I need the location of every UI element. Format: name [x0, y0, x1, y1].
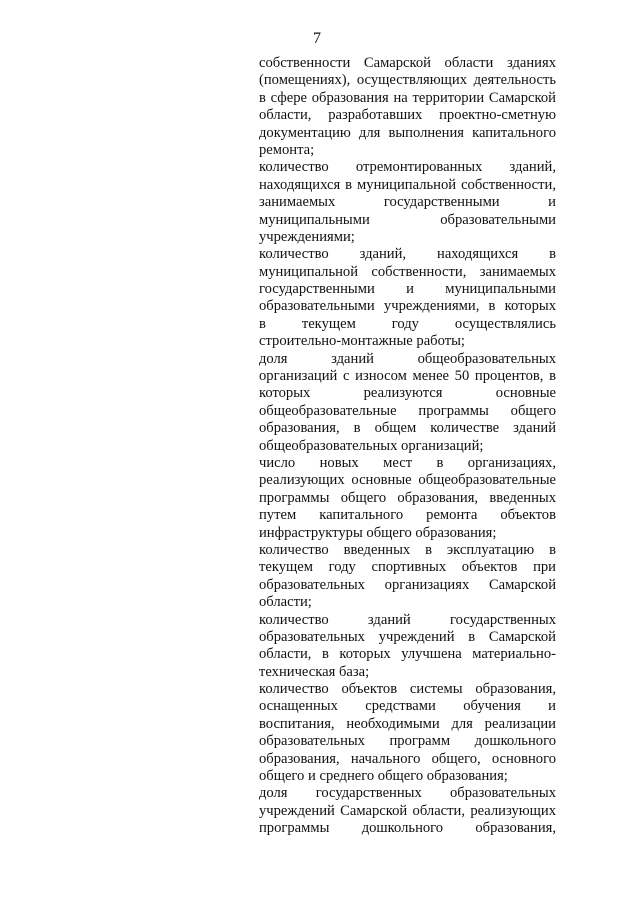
text-line: общеобразовательных организаций;: [259, 437, 484, 454]
text-line: доля государственных образовательных: [259, 785, 556, 802]
text-line: программы дошкольного образования,: [259, 820, 556, 837]
text-line: доля зданий общеобразовательных: [259, 350, 556, 367]
text-line: (помещениях), осуществляющих деятельность: [259, 72, 556, 89]
text-line: образовательных программ дошкольного: [259, 733, 556, 750]
text-line: образовательных учреждений в Самарской: [259, 628, 556, 645]
text-line: воспитания, необходимыми для реализации: [259, 715, 556, 732]
text-line: строительно-монтажные работы;: [259, 333, 465, 350]
text-line: образования, начального общего, основного: [259, 750, 556, 767]
text-line: техническая база;: [259, 663, 370, 680]
text-line: области;: [259, 594, 312, 611]
text-line: учреждениями;: [259, 228, 355, 245]
text-line: занимаемых государственными и: [259, 194, 556, 211]
text-line: ремонта;: [259, 141, 315, 158]
text-line: образовательных организациях Самарской: [259, 576, 556, 593]
text-line: муниципальной собственности, занимаемых: [259, 263, 556, 280]
text-line: организаций с износом менее 50 процентов, в: [259, 368, 556, 385]
text-line: которых реализуются основные: [259, 385, 556, 402]
text-line: инфраструктуры общего образования;: [259, 524, 497, 541]
text-line: муниципальными образовательными: [259, 211, 556, 228]
text-line: количество зданий государственных: [259, 611, 556, 628]
text-line: оснащенных средствами обучения и: [259, 698, 556, 715]
page-number: 7: [313, 30, 321, 47]
text-line: образования, в общем количестве зданий: [259, 420, 556, 437]
text-line: области, в которых улучшена материально-: [259, 646, 556, 663]
text-line: число новых мест в организациях,: [259, 454, 556, 471]
text-line: общего и среднего общего образования;: [259, 768, 508, 785]
text-line: реализующих основные общеобразовательные: [259, 472, 556, 489]
text-line: находящихся в муниципальной собственности,: [259, 176, 556, 193]
text-line: собственности Самарской области зданиях: [259, 55, 556, 71]
text-line: области, разработавших проектно-сметную: [259, 107, 556, 124]
text-line: общеобразовательные программы общего: [259, 402, 556, 419]
text-line: количество объектов системы образования,: [259, 681, 556, 698]
text-line: в сфере образования на территории Самарской: [259, 89, 556, 106]
text-line: программы общего образования, введенных: [259, 489, 556, 506]
text-line: учреждений Самарской области, реализующих: [259, 802, 556, 819]
text-line: путем капитального ремонта объектов: [259, 507, 556, 524]
text-line: образовательными учреждениями, в которых: [259, 298, 556, 315]
text-line: количество введенных в эксплуатацию в: [259, 541, 556, 558]
text-line: количество зданий, находящихся в: [259, 246, 556, 263]
text-line: текущем году спортивных объектов при: [259, 559, 556, 576]
text-line: количество отремонтированных зданий,: [259, 159, 556, 176]
text-line: документацию для выполнения капитального: [259, 124, 556, 141]
document-text-column: [259, 55, 556, 838]
text-line: государственными и муниципальными: [259, 281, 556, 298]
text-line: в текущем году осуществлялись: [259, 315, 556, 332]
